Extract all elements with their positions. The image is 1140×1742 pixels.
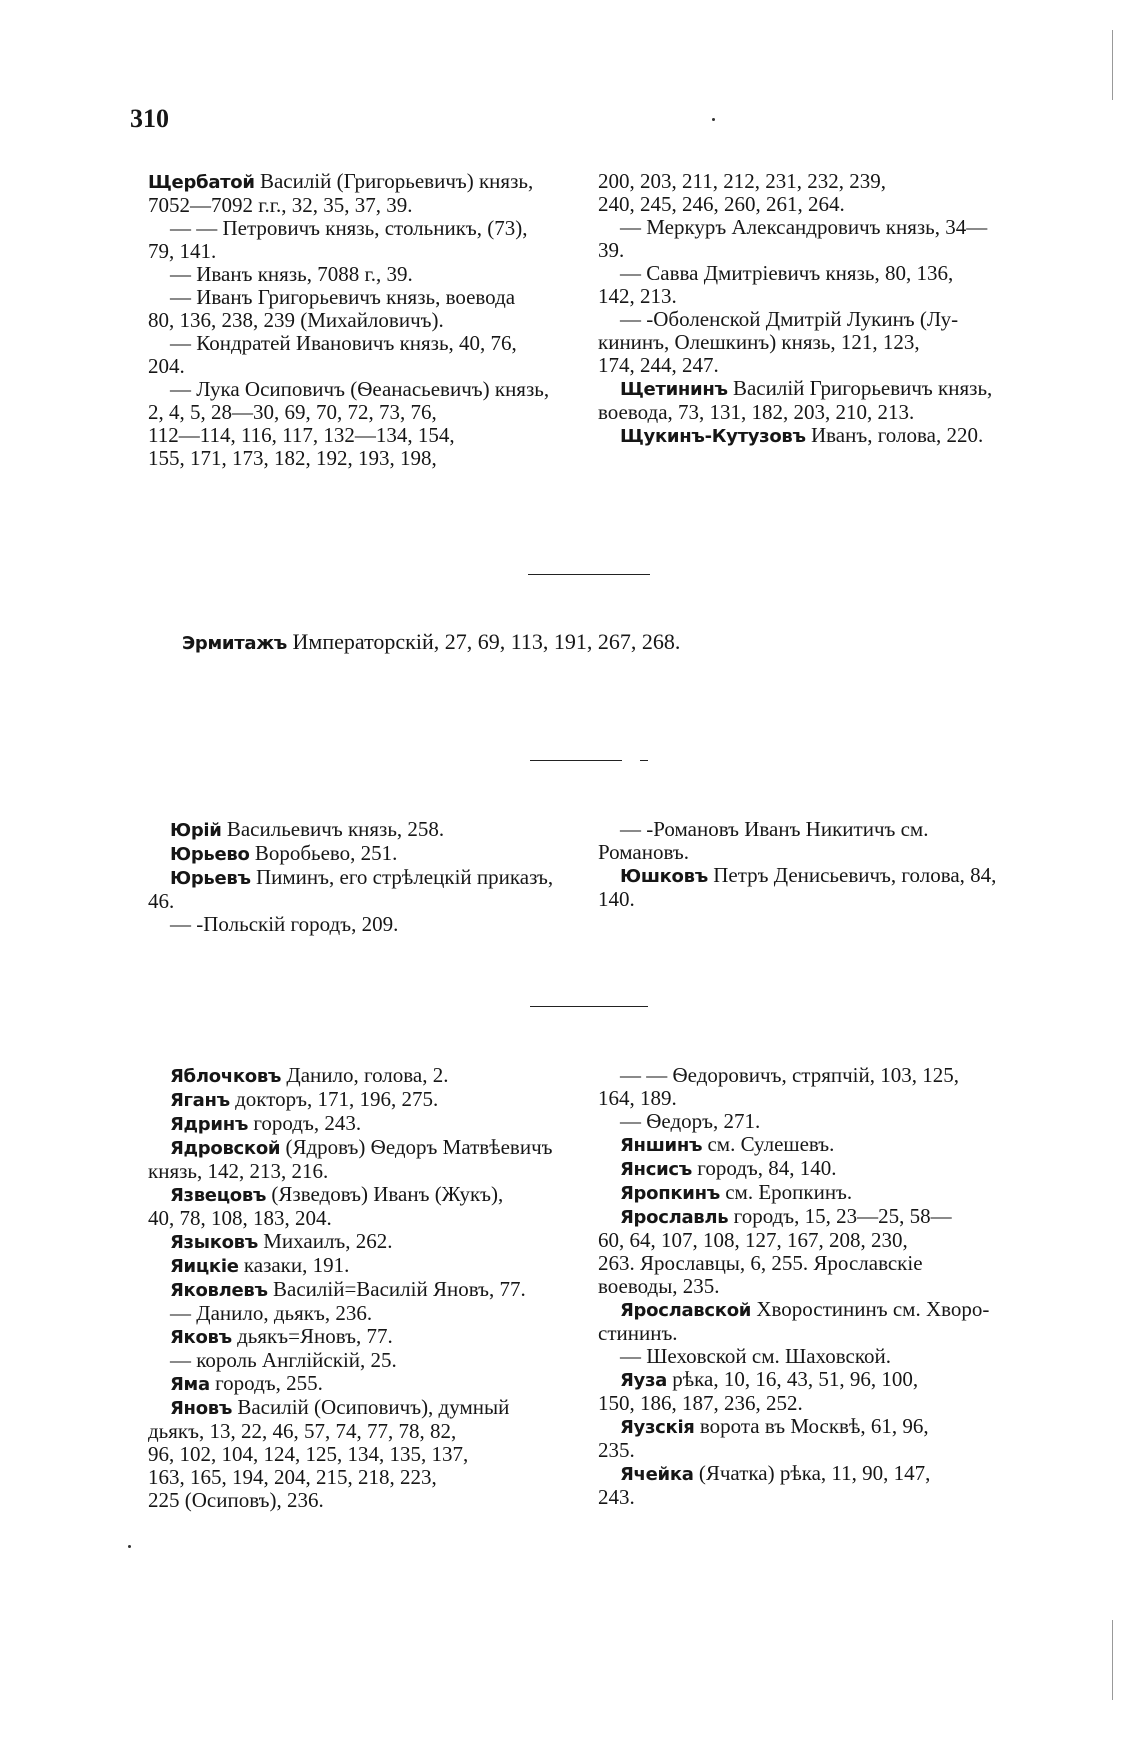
entry-text: — Савва Дмитріевичъ князь, 80, 136, xyxy=(620,261,954,285)
page-number: 310 xyxy=(130,104,169,133)
index-line xyxy=(598,377,998,401)
index-line xyxy=(598,1157,998,1181)
headword: Юрій xyxy=(170,820,222,841)
entry-text: 46. xyxy=(148,889,175,913)
index-line xyxy=(148,1278,548,1302)
entry-text: Императорскій, 27, 69, 113, 191, 267, 268. xyxy=(287,629,681,654)
headword: Язвецовъ xyxy=(170,1185,267,1206)
index-line xyxy=(148,1254,548,1278)
page-edge-mark xyxy=(1112,30,1113,100)
entry-text: Васильевичъ князь, 258. xyxy=(221,817,445,841)
entry-text: — Данило, дьякъ, 236. xyxy=(170,1301,373,1325)
index-line xyxy=(598,1087,998,1110)
entry-text: 164, 189. xyxy=(598,1086,677,1110)
page-edge-mark xyxy=(1112,1620,1113,1700)
headword: Яуза xyxy=(620,1370,667,1391)
entry-text: Петръ Денисьевичъ, голова, 84, xyxy=(707,863,997,887)
entry-text: — -Романовъ Иванъ Никитичъ см. xyxy=(620,817,929,841)
index-line xyxy=(148,1230,548,1254)
headword: Янсисъ xyxy=(620,1159,692,1180)
index-line xyxy=(598,401,998,424)
index-line xyxy=(598,1298,998,1322)
index-line xyxy=(148,1372,548,1396)
index-line xyxy=(148,286,548,309)
headword: Яганъ xyxy=(170,1090,230,1111)
index-line xyxy=(598,1181,998,1205)
index-line xyxy=(148,1112,548,1136)
entry-text: 150, 186, 187, 236, 252. xyxy=(598,1391,803,1415)
index-line xyxy=(148,1349,548,1372)
entry-text: ворота въ Москвѣ, 61, 96, xyxy=(694,1414,929,1438)
headword: Щербатой xyxy=(148,172,255,193)
index-line xyxy=(598,1064,998,1087)
entry-text: (Ячатка) рѣка, 11, 90, 147, xyxy=(693,1461,931,1485)
index-line xyxy=(148,1135,553,1160)
entry-text: Михаилъ, 262. xyxy=(258,1229,393,1253)
headword: Ядринъ xyxy=(170,1114,249,1135)
entry-text: городъ, 243. xyxy=(248,1111,362,1135)
index-line xyxy=(598,354,998,377)
entry-text: князь, 142, 213, 216. xyxy=(148,1159,329,1183)
entry-text: 163, 165, 194, 204, 215, 218, 223, xyxy=(148,1465,437,1489)
entry-text: казаки, 191. xyxy=(238,1253,350,1277)
entry-text: Василій (Григорьевичъ) князь, xyxy=(254,169,534,193)
index-line xyxy=(148,217,548,240)
entry-text: Василій (Осиповичъ), думный xyxy=(232,1395,510,1419)
entry-text: (Ядровъ) Ѳедоръ Матвѣевичъ xyxy=(280,1135,553,1159)
section-divider xyxy=(640,760,648,761)
headword: Языковъ xyxy=(170,1232,258,1253)
headword: Яновъ xyxy=(170,1398,233,1419)
index-line xyxy=(148,378,548,401)
headword: Яицкіе xyxy=(170,1256,239,1277)
entry-text: 2, 4, 5, 28—30, 69, 70, 72, 73, 76, xyxy=(148,400,437,424)
entry-text: 204. xyxy=(148,354,185,378)
headword: Яма xyxy=(170,1374,210,1395)
entry-text: 174, 244, 247. xyxy=(598,353,719,377)
index-line xyxy=(148,1466,548,1489)
index-line xyxy=(598,1486,998,1509)
entry-text: — Иванъ князь, 7088 г., 39. xyxy=(170,262,413,286)
entry-text: докторъ, 171, 196, 275. xyxy=(229,1087,439,1111)
headword: Эрмитажъ xyxy=(182,633,288,654)
entry-text: — — Ѳедоровичъ, стряпчій, 103, 125, xyxy=(620,1063,960,1087)
index-line xyxy=(598,1275,998,1298)
index-line xyxy=(148,332,548,355)
index-line xyxy=(598,308,998,331)
entry-text: дьякъ=Яновъ, 77. xyxy=(231,1324,393,1348)
entry-text: см. Сулешевъ. xyxy=(702,1132,835,1156)
index-line xyxy=(598,1439,998,1462)
index-line xyxy=(148,1064,548,1088)
entry-text: Романовъ. xyxy=(598,840,689,864)
entry-text: дьякъ, 13, 22, 46, 57, 74, 77, 78, 82, xyxy=(148,1419,457,1443)
entry-text: Василій=Василій Яновъ, 77. xyxy=(267,1277,526,1301)
entry-text: — Иванъ Григорьевичъ князь, воевода xyxy=(170,285,516,309)
column-right xyxy=(598,1064,998,1509)
entry-text: воеводы, 235. xyxy=(598,1274,720,1298)
entry-text: стининъ. xyxy=(598,1321,678,1345)
entry-text: — Кондратей Ивановичъ князь, 40, 76, xyxy=(170,331,517,355)
index-line xyxy=(148,309,548,332)
entry-text: 112—114, 116, 117, 132—134, 154, xyxy=(148,423,455,447)
index-line xyxy=(598,1322,998,1345)
entry-text: рѣка, 10, 16, 43, 51, 96, 100, xyxy=(667,1367,919,1391)
entry-text: — Меркуръ Александровичъ князь, 34— xyxy=(620,215,988,239)
entry-text: Пиминъ, его стрѣлецкій приказъ, xyxy=(250,865,554,889)
entry-text: 80, 136, 238, 239 (Михайловичъ). xyxy=(148,308,444,332)
entry-text: — Лука Осиповичъ (Ѳеанасьевичъ) князь, xyxy=(170,377,550,401)
column-left xyxy=(148,817,554,936)
index-line xyxy=(598,193,998,216)
headword: Ярославской xyxy=(620,1300,752,1321)
index-line xyxy=(148,1088,548,1112)
entry-text: Иванъ, голова, 220. xyxy=(805,423,984,447)
entry-text: 142, 213. xyxy=(598,284,677,308)
index-line xyxy=(148,1160,548,1183)
entry-text: 40, 78, 108, 183, 204. xyxy=(148,1206,332,1230)
entry-text: 60, 64, 107, 108, 127, 167, 208, 230, xyxy=(598,1228,908,1252)
index-line xyxy=(598,262,998,285)
index-line xyxy=(598,1133,998,1157)
index-line xyxy=(598,1229,998,1252)
entry-text: — Ѳедоръ, 271. xyxy=(620,1109,761,1133)
entry-text: (Язведовъ) Иванъ (Жукъ), xyxy=(266,1182,504,1206)
index-line xyxy=(148,865,554,890)
headword: Яропкинъ xyxy=(620,1183,720,1204)
entry-text: — -Оболенской Дмитрій Лукинъ (Лу- xyxy=(620,307,959,331)
index-line xyxy=(598,1368,998,1392)
column-left xyxy=(148,1063,553,1512)
index-line xyxy=(148,1420,548,1443)
index-line xyxy=(148,263,548,286)
entry-text: — король Англійскій, 25. xyxy=(170,1348,397,1372)
headword: Ярославль xyxy=(620,1207,729,1228)
index-line xyxy=(148,1396,548,1420)
index-line xyxy=(148,424,548,447)
index-line xyxy=(148,401,548,424)
index-line xyxy=(148,1325,548,1349)
headword: Ячейка xyxy=(620,1464,694,1485)
column-right xyxy=(598,818,998,911)
headword: Яншинъ xyxy=(620,1135,703,1156)
index-line xyxy=(598,1252,998,1275)
headword: Щетининъ xyxy=(620,379,728,400)
entry-text: воевода, 73, 131, 182, 203, 210, 213. xyxy=(598,400,915,424)
headword: Яковъ xyxy=(170,1327,232,1348)
entry-text: Василій Григорьевичъ князь, xyxy=(727,376,993,400)
entry-text: 7052—7092 г.г., 32, 35, 37, 39. xyxy=(148,193,413,217)
index-line xyxy=(148,1183,548,1207)
index-line xyxy=(148,170,548,194)
index-line xyxy=(148,913,548,936)
section-divider xyxy=(528,574,650,575)
entry-text: городъ, 15, 23—25, 58— xyxy=(728,1204,952,1228)
headword: Юрьево xyxy=(170,844,250,865)
scan-speck xyxy=(128,1545,131,1548)
index-line xyxy=(598,285,998,308)
entry-text: Воробьево, 251. xyxy=(249,841,398,865)
entry-text: — — Петровичъ князь, стольникъ, (73), xyxy=(170,216,528,240)
entry-text: 263. Ярославцы, 6, 255. Ярославскіе xyxy=(598,1251,923,1275)
index-line xyxy=(598,1392,998,1415)
headword: Ядровской xyxy=(170,1138,281,1159)
index-line xyxy=(598,1110,998,1133)
index-line xyxy=(598,818,998,841)
entry-text: — -Польскій городъ, 209. xyxy=(170,912,399,936)
entry-text: Хворостининъ см. Хворо- xyxy=(751,1297,990,1321)
index-line xyxy=(148,355,548,378)
index-line xyxy=(148,1302,548,1325)
entry-text: городъ, 255. xyxy=(209,1371,323,1395)
index-line xyxy=(598,331,998,354)
entry-text: 225 (Осиповъ), 236. xyxy=(148,1488,324,1512)
index-line xyxy=(598,170,998,193)
index-line xyxy=(148,890,548,913)
index-line xyxy=(148,194,548,217)
entry-text: 200, 203, 211, 212, 231, 232, 239, xyxy=(598,169,886,193)
index-line xyxy=(148,818,548,842)
index-line xyxy=(598,1205,998,1229)
index-line xyxy=(148,1489,548,1512)
entry-text: городъ, 84, 140. xyxy=(691,1156,837,1180)
index-line xyxy=(148,447,548,470)
index-line xyxy=(598,216,998,239)
index-line xyxy=(598,1345,998,1368)
entry-text: 96, 102, 104, 124, 125, 134, 135, 137, xyxy=(148,1442,469,1466)
index-line xyxy=(598,1462,998,1486)
index-line xyxy=(598,864,998,888)
index-line xyxy=(148,1443,548,1466)
scan-speck xyxy=(712,118,715,121)
entry-text: — Шеховской см. Шаховской. xyxy=(620,1344,891,1368)
index-line xyxy=(148,1207,548,1230)
index-line xyxy=(598,841,998,864)
index-line xyxy=(598,1415,998,1439)
entry-text: 155, 171, 173, 182, 192, 193, 198, xyxy=(148,446,437,470)
entry-text: 39. xyxy=(598,238,625,262)
entry-text: 235. xyxy=(598,1438,635,1462)
headword: Яблочковъ xyxy=(170,1066,282,1087)
index-line xyxy=(598,888,998,911)
index-line xyxy=(598,239,998,262)
entry-text: 140. xyxy=(598,887,635,911)
section-e xyxy=(182,629,680,655)
entry-text: см. Еропкинъ. xyxy=(719,1180,853,1204)
column-right xyxy=(598,170,998,448)
entry-text: 243. xyxy=(598,1485,635,1509)
index-line xyxy=(148,842,548,866)
index-line xyxy=(148,240,548,263)
headword: Яузскія xyxy=(620,1417,695,1438)
entry-text: Данило, голова, 2. xyxy=(281,1063,449,1087)
headword: Юрьевъ xyxy=(170,868,251,889)
headword: Яковлевъ xyxy=(170,1280,268,1301)
entry-text: 240, 245, 246, 260, 261, 264. xyxy=(598,192,845,216)
section-divider xyxy=(530,760,622,761)
entry-text: 79, 141. xyxy=(148,239,217,263)
index-line xyxy=(598,424,998,448)
entry-text: кининъ, Олешкинъ) князь, 121, 123, xyxy=(598,330,920,354)
headword: Щукинъ-Кутузовъ xyxy=(620,426,806,447)
section-divider xyxy=(530,1006,648,1007)
headword: Юшковъ xyxy=(620,866,708,887)
column-left xyxy=(148,170,548,470)
